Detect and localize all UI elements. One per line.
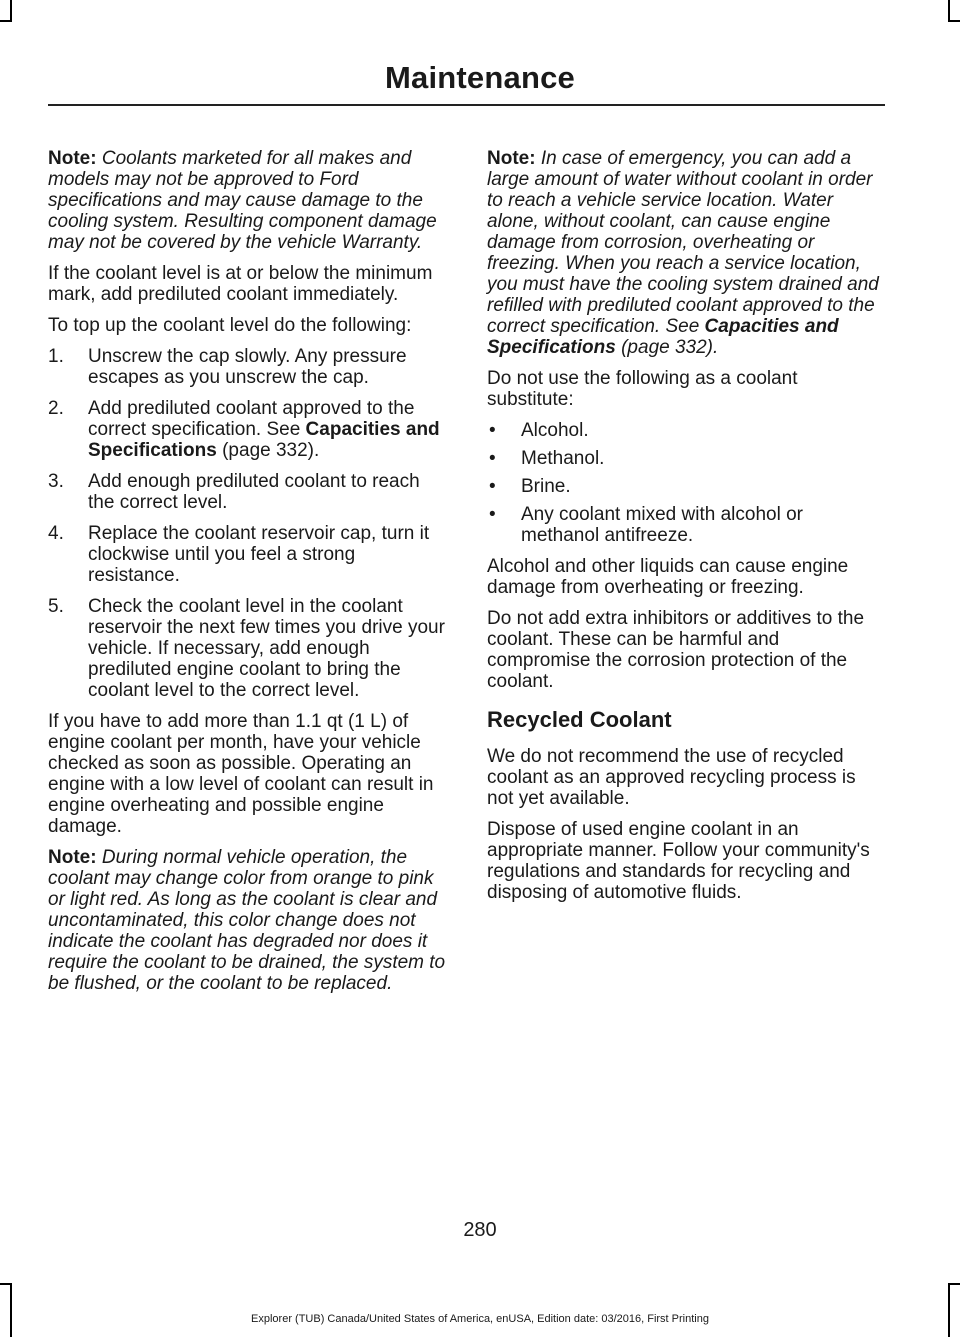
list-item xyxy=(48,471,446,513)
crop-mark xyxy=(10,0,12,22)
paragraph-recycled: We do not recommend the use of recycled coolant as an approved recycling process is not yet available. xyxy=(487,746,856,809)
bullet-text: Methanol. xyxy=(521,448,605,469)
bullet-icon: • xyxy=(489,504,496,525)
bullet-text: Alcohol. xyxy=(521,420,589,441)
crop-mark xyxy=(948,0,950,22)
paragraph-inhibitors: Do not add extra inhibitors or additives to the coolant. These can be harmful and compromise the corrosion protection of the coolant. xyxy=(487,608,865,692)
note-text: During normal vehicle operation, the coolant may change color from orange to pink or light red. As long as the coolant is clear and uncontaminated, this color change does not indicate the coolant has degraded nor does it require the coolant to be drained, the system to be flushed, or the coolant to be replaced. xyxy=(48,847,446,994)
paragraph-minimum-mark: If the coolant level is at or below the minimum mark, add prediluted coolant immediately. xyxy=(48,263,433,305)
top-up-steps-list xyxy=(48,346,446,701)
crop-mark xyxy=(948,1283,950,1337)
step-text: Add enough prediluted coolant to reach the correct level. xyxy=(88,471,420,513)
paragraph-substitute-intro: Do not use the following as a coolant substitute: xyxy=(487,368,798,410)
bullet-icon: • xyxy=(489,448,496,469)
step-text: Check the coolant level in the coolant reservoir the next few times you drive your vehicle. If necessary, add enough prediluted engine coolant to bring the coolant level to the correct level. xyxy=(88,596,445,701)
list-item xyxy=(487,504,879,546)
step-text: Unscrew the cap slowly. Any pressure escapes as you unscrew the cap. xyxy=(88,346,407,388)
bullet-text: Brine. xyxy=(521,476,571,497)
list-item xyxy=(487,476,879,497)
note-emergency-water xyxy=(487,148,879,358)
step-number: 5. xyxy=(48,596,64,617)
list-item xyxy=(48,596,446,701)
paragraph-alcohol-damage: Alcohol and other liquids can cause engine damage from overheating or freezing. xyxy=(487,556,849,598)
bullet-icon: • xyxy=(489,420,496,441)
crop-mark xyxy=(0,20,12,22)
crop-mark xyxy=(0,1283,12,1285)
paragraph-dispose: Dispose of used engine coolant in an appropriate manner. Follow your community's regulations and standards for recycling and disposing of automotive fluids. xyxy=(487,819,870,903)
step-number: 3. xyxy=(48,471,64,492)
list-item xyxy=(487,420,879,441)
left-column xyxy=(48,148,446,1004)
footer-edition-info: Explorer (TUB) Canada/United States of America, enUSA, Edition date: 03/2016, First Printing xyxy=(251,1313,709,1325)
note-text: In case of emergency, you can add a large amount of water without coolant in order to reach a vehicle service location. Water alone, without coolant, can cause engine damage from corrosion, overheating or freezing. When you reach a service location, you must have the cooling system drained and refilled with prediluted coolant approved to the correct specification. See xyxy=(487,148,879,337)
list-item xyxy=(48,523,446,586)
note-label: Note: xyxy=(48,847,97,868)
step-number: 2. xyxy=(48,398,64,419)
note-label: Note: xyxy=(487,148,536,169)
page-reference: (page 332). xyxy=(615,337,719,358)
note-coolants xyxy=(48,148,446,253)
substitute-list xyxy=(487,420,879,546)
right-column xyxy=(487,148,879,913)
note-text: Coolants marketed for all makes and models may not be approved to Ford specifications and may cause damage to the cooling system. Resulting component damage may not be covered by the vehicle Warranty. xyxy=(48,148,437,253)
list-item xyxy=(48,346,446,388)
list-item xyxy=(48,398,446,461)
crop-mark xyxy=(10,1283,12,1337)
page-title: Maintenance xyxy=(385,60,575,95)
crop-mark xyxy=(948,1283,960,1285)
step-number: 1. xyxy=(48,346,64,367)
note-label: Note: xyxy=(48,148,97,169)
step-number: 4. xyxy=(48,523,64,544)
page-reference: (page 332). xyxy=(216,440,320,461)
crop-mark xyxy=(948,20,960,22)
header-divider xyxy=(48,104,885,106)
step-text: Replace the coolant reservoir cap, turn it clockwise until you feel a strong resistance. xyxy=(88,523,430,586)
bullet-icon: • xyxy=(489,476,496,497)
list-item xyxy=(487,448,879,469)
step-text: Add prediluted coolant approved to the correct specification. See xyxy=(88,398,415,440)
page-number: 280 xyxy=(463,1219,497,1241)
bullet-text: Any coolant mixed with alcohol or methanol antifreeze. xyxy=(521,504,803,546)
note-color-change xyxy=(48,847,446,994)
paragraph-top-up-intro: To top up the coolant level do the following: xyxy=(48,315,412,336)
capacities-specifications-link[interactable]: Capacities and Specifications xyxy=(487,316,839,358)
capacities-specifications-link[interactable]: Capacities and Specifications xyxy=(88,419,440,461)
paragraph-coolant-per-month: If you have to add more than 1.1 qt (1 L) of engine coolant per month, have your vehicle checked as soon as possible. Operating an engine with a low level of coolant can result in engine overheating and possible engine damage. xyxy=(48,711,434,837)
section-heading-recycled-coolant: Recycled Coolant xyxy=(487,707,672,732)
